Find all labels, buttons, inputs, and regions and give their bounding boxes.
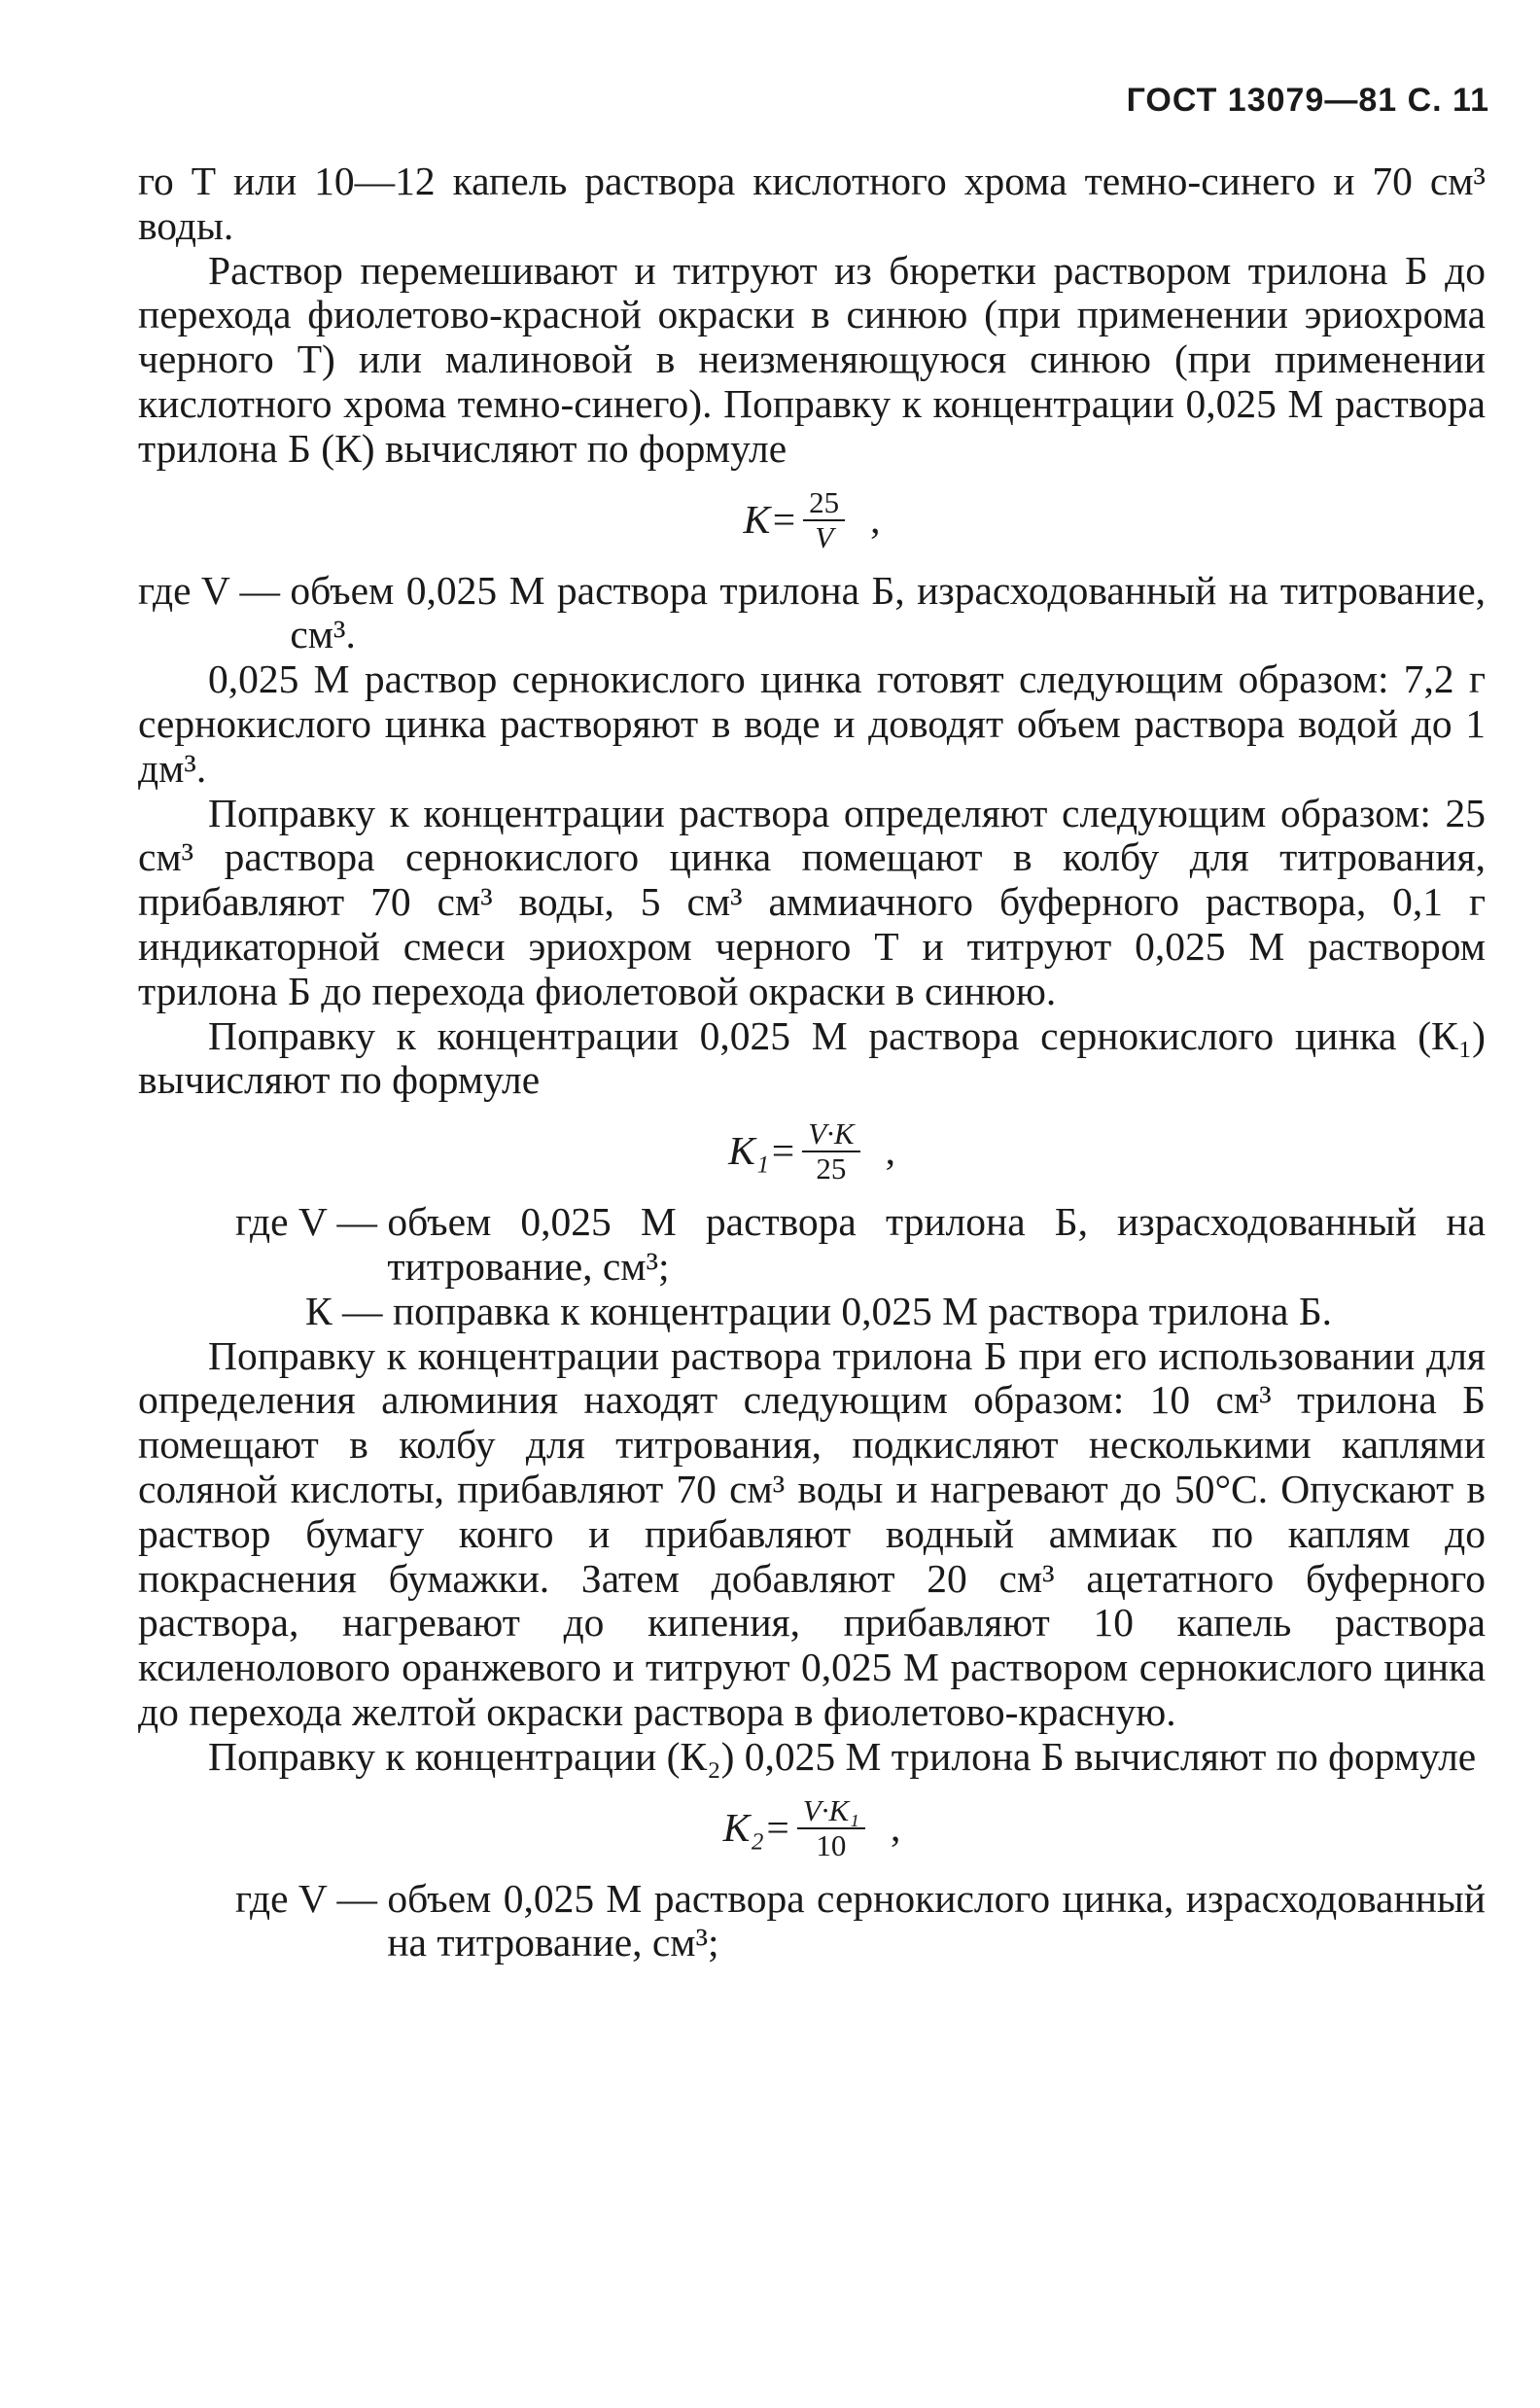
formula-k bbox=[138, 472, 1486, 569]
formula-k-numerator: 25 bbox=[809, 484, 840, 519]
formula-k1-fraction bbox=[802, 1117, 859, 1186]
paragraph-aluminium: Поправку к концентрации раствора трилона Б при его использовании для определения алюминия находят следующим образом: 10 см³ трилона Б помещают в колбу для титрования, подкисляют несколькими каплями соляной кислоты, прибавляют 70 см³ воды и нагревают до 50°С. Опускают в раствор бумагу конго и прибавляют водный аммиак по каплям до покраснения бумажки. Затем добавляют 20 см³ ацетатного буферного раствора, нагревают до кипения, прибавляют 10 капель раствора ксиленолового оранжевого и титруют 0,025 М раствором сернокислого цинка до перехода желтой окраски раствора в фиолетово-красную. bbox=[138, 1332, 1486, 1734]
definition-k-text: поправка к концентрации 0,025 М раствора трилона Б. bbox=[392, 1288, 1333, 1333]
formula-k2-comma: , bbox=[890, 1804, 901, 1850]
document-body bbox=[138, 159, 1486, 1965]
definition-v3-text: объем 0,025 М раствора сернокислого цинка, израсходованный на титрование, см³; bbox=[387, 1875, 1486, 1965]
paragraph-continuation: го Т или 10—12 капель раствора кислотного хрома темно-синего и 70 см³ воды. bbox=[138, 159, 1486, 248]
definition-v2-text: объем 0,025 М раствора трилона Б, израсходованный на титрование, см³; bbox=[387, 1199, 1486, 1289]
page-header: ГОСТ 13079—81 С. 11 bbox=[1126, 82, 1489, 119]
formula-k2 bbox=[138, 1780, 1486, 1877]
formula-k1-comma: , bbox=[885, 1128, 895, 1174]
formula-k2-numerator: V·K₁ bbox=[802, 1792, 859, 1827]
formula-k1-denominator: 25 bbox=[816, 1151, 847, 1186]
formula-k1-lhs: K₁= bbox=[728, 1128, 797, 1174]
definition-v3 bbox=[138, 1877, 1486, 1966]
definition-v1-label: где V — bbox=[138, 567, 291, 613]
formula-k-comma: , bbox=[870, 496, 881, 542]
paragraph-titration-trilon: Раствор перемешивают и титруют из бюретки раствором трилона Б до перехода фиолетово-красной окраски в синюю (при применении эриохрома черного Т) или малиновой в неизменяющуюся синюю (при применении кислотного хрома темно-синего). Поправку к концентрации 0,025 М раствора трилона Б (К) вычисляют по формуле bbox=[138, 247, 1486, 471]
definition-v2-label: где V — bbox=[235, 1199, 388, 1245]
definition-v1 bbox=[138, 569, 1486, 658]
definition-v2 bbox=[138, 1200, 1486, 1290]
definition-k-label: К — bbox=[305, 1288, 393, 1333]
formula-k-fraction bbox=[803, 486, 845, 554]
formula-k2-lhs: K₂= bbox=[722, 1804, 791, 1850]
formula-k1 bbox=[138, 1103, 1486, 1200]
paragraph-zinc-correction: Поправку к концентрации раствора определяют следующим образом: 25 см³ раствора сернокислого цинка помещают в колбу для титрования, прибавляют 70 см³ воды, 5 см³ аммиачного буферного раствора, 0,1 г индикаторной смеси эриохром черного Т и титруют 0,025 М раствором трилона Б до перехода фиолетовой окраски в синюю. bbox=[138, 790, 1486, 1013]
paragraph-k1-intro: Поправку к концентрации 0,025 М раствора сернокислого цинка (К₁) вычисляют по формуле bbox=[138, 1012, 1486, 1103]
formula-k2-fraction bbox=[797, 1794, 865, 1862]
formula-k2-denominator: 10 bbox=[816, 1827, 847, 1862]
paragraph-k2-intro: Поправку к концентрации (К₂) 0,025 М трилона Б вычисляют по формуле bbox=[208, 1733, 1477, 1779]
definition-v1-text: объем 0,025 М раствора трилона Б, израсходованный на титрование, см³. bbox=[290, 567, 1486, 657]
formula-k-denominator: V bbox=[815, 519, 834, 554]
definition-k bbox=[138, 1290, 1486, 1334]
formula-k-lhs: K= bbox=[743, 496, 798, 542]
paragraph-zinc-prep: 0,025 М раствор сернокислого цинка готовят следующим образом: 7,2 г сернокислого цинка растворяют в воде и доводят объем раствора водой до 1 дм³. bbox=[138, 656, 1486, 791]
formula-k1-numerator: V·K bbox=[808, 1116, 855, 1151]
definition-v3-label: где V — bbox=[235, 1875, 388, 1921]
